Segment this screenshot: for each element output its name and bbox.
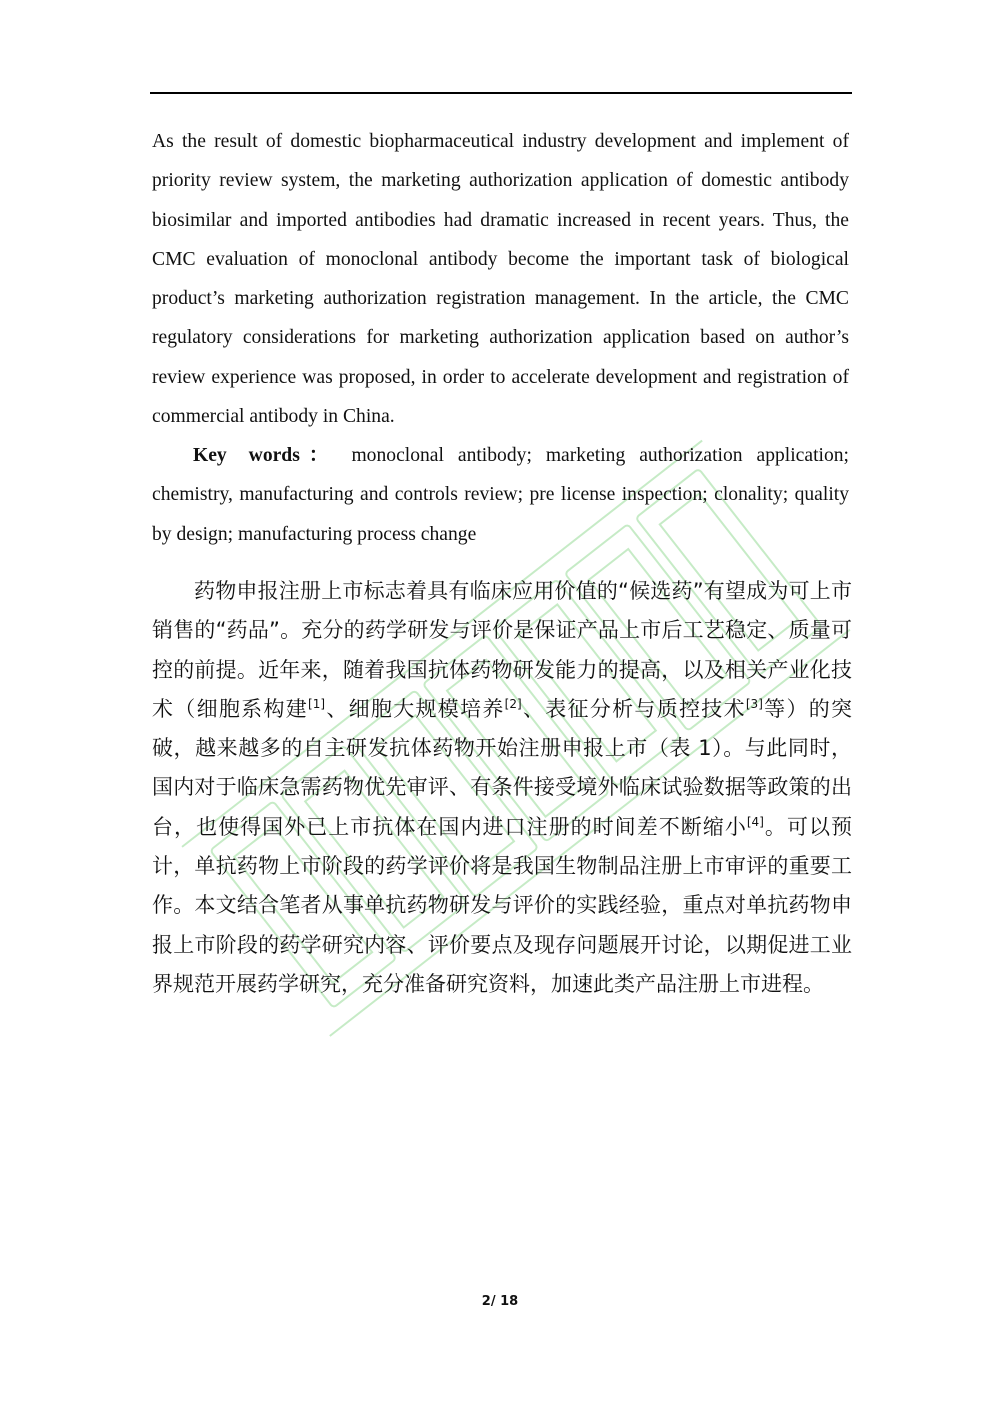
body-paragraph <box>152 572 852 1004</box>
citation-3[interactable]: [3] <box>745 696 763 711</box>
body-segment: 等）的突破，越来越多的自主研发抗体药物开始注册申报上市（表 1）。与此同时，国内对于临床急需药物优先审评、有条件接受境外临床试验数据等政策的出台，也使得国外已上市抗体在国内进口注册的时间差不断缩小 <box>152 696 853 839</box>
body-segment: 、表征分析与质控技术 <box>521 696 746 721</box>
keywords-text: monoclonal antibody; marketing authorization application; chemistry, manufacturing and controls review; pre license inspection; clonality; quality by design; manufacturing process change <box>152 445 849 545</box>
keywords <box>152 436 849 554</box>
abstract-text: As the result of domestic biopharmaceutical industry development and implement of priority review system, the marketing authorization application of domestic antibody biosimilar and imported antibodies had dramatic increased in recent years. Thus, the CMC evaluation of monoclonal antibody become the important task of biological product’s marketing authorization registration management. In the article, the CMC regulatory considerations for marketing authorization application based on author’s review experience was proposed, in order to accelerate development and registration of commercial antibody in China. <box>152 131 849 428</box>
body-segment: 。可以预计，单抗药物上市阶段的药学评价将是我国生物制品注册上市审评的重要工作。本文结合笔者从事单抗药物研发与评价的实践经验，重点对单抗药物申报上市阶段的药学研究内容、评价要点及现存问题展开讨论，以期促进工业界规范开展药学研究，充分准备研究资料，加速此类产品注册上市进程。 <box>152 814 853 996</box>
abstract <box>152 122 849 436</box>
citation-2[interactable]: [2] <box>504 696 522 711</box>
body-text <box>152 572 852 1004</box>
citation-1[interactable]: [1] <box>308 696 326 711</box>
page-number: 2/ 18 <box>481 1294 519 1309</box>
citation-4[interactable]: [4] <box>746 814 764 829</box>
header-rule <box>150 92 852 94</box>
body-segment: 药物申报注册上市标志着具有临床应用价值的“候选药”有望成为可上市销售的“药品”。充分的药学研发与评价是保证产品上市后工艺稳定、质量可控的前提。近年来，随着我国抗体药物研发能力的提高，以及相关产业化技术（细胞系构建 <box>152 579 852 721</box>
keywords-label: Key words： <box>193 445 338 466</box>
body-segment: 、细胞大规模培养 <box>325 696 505 721</box>
